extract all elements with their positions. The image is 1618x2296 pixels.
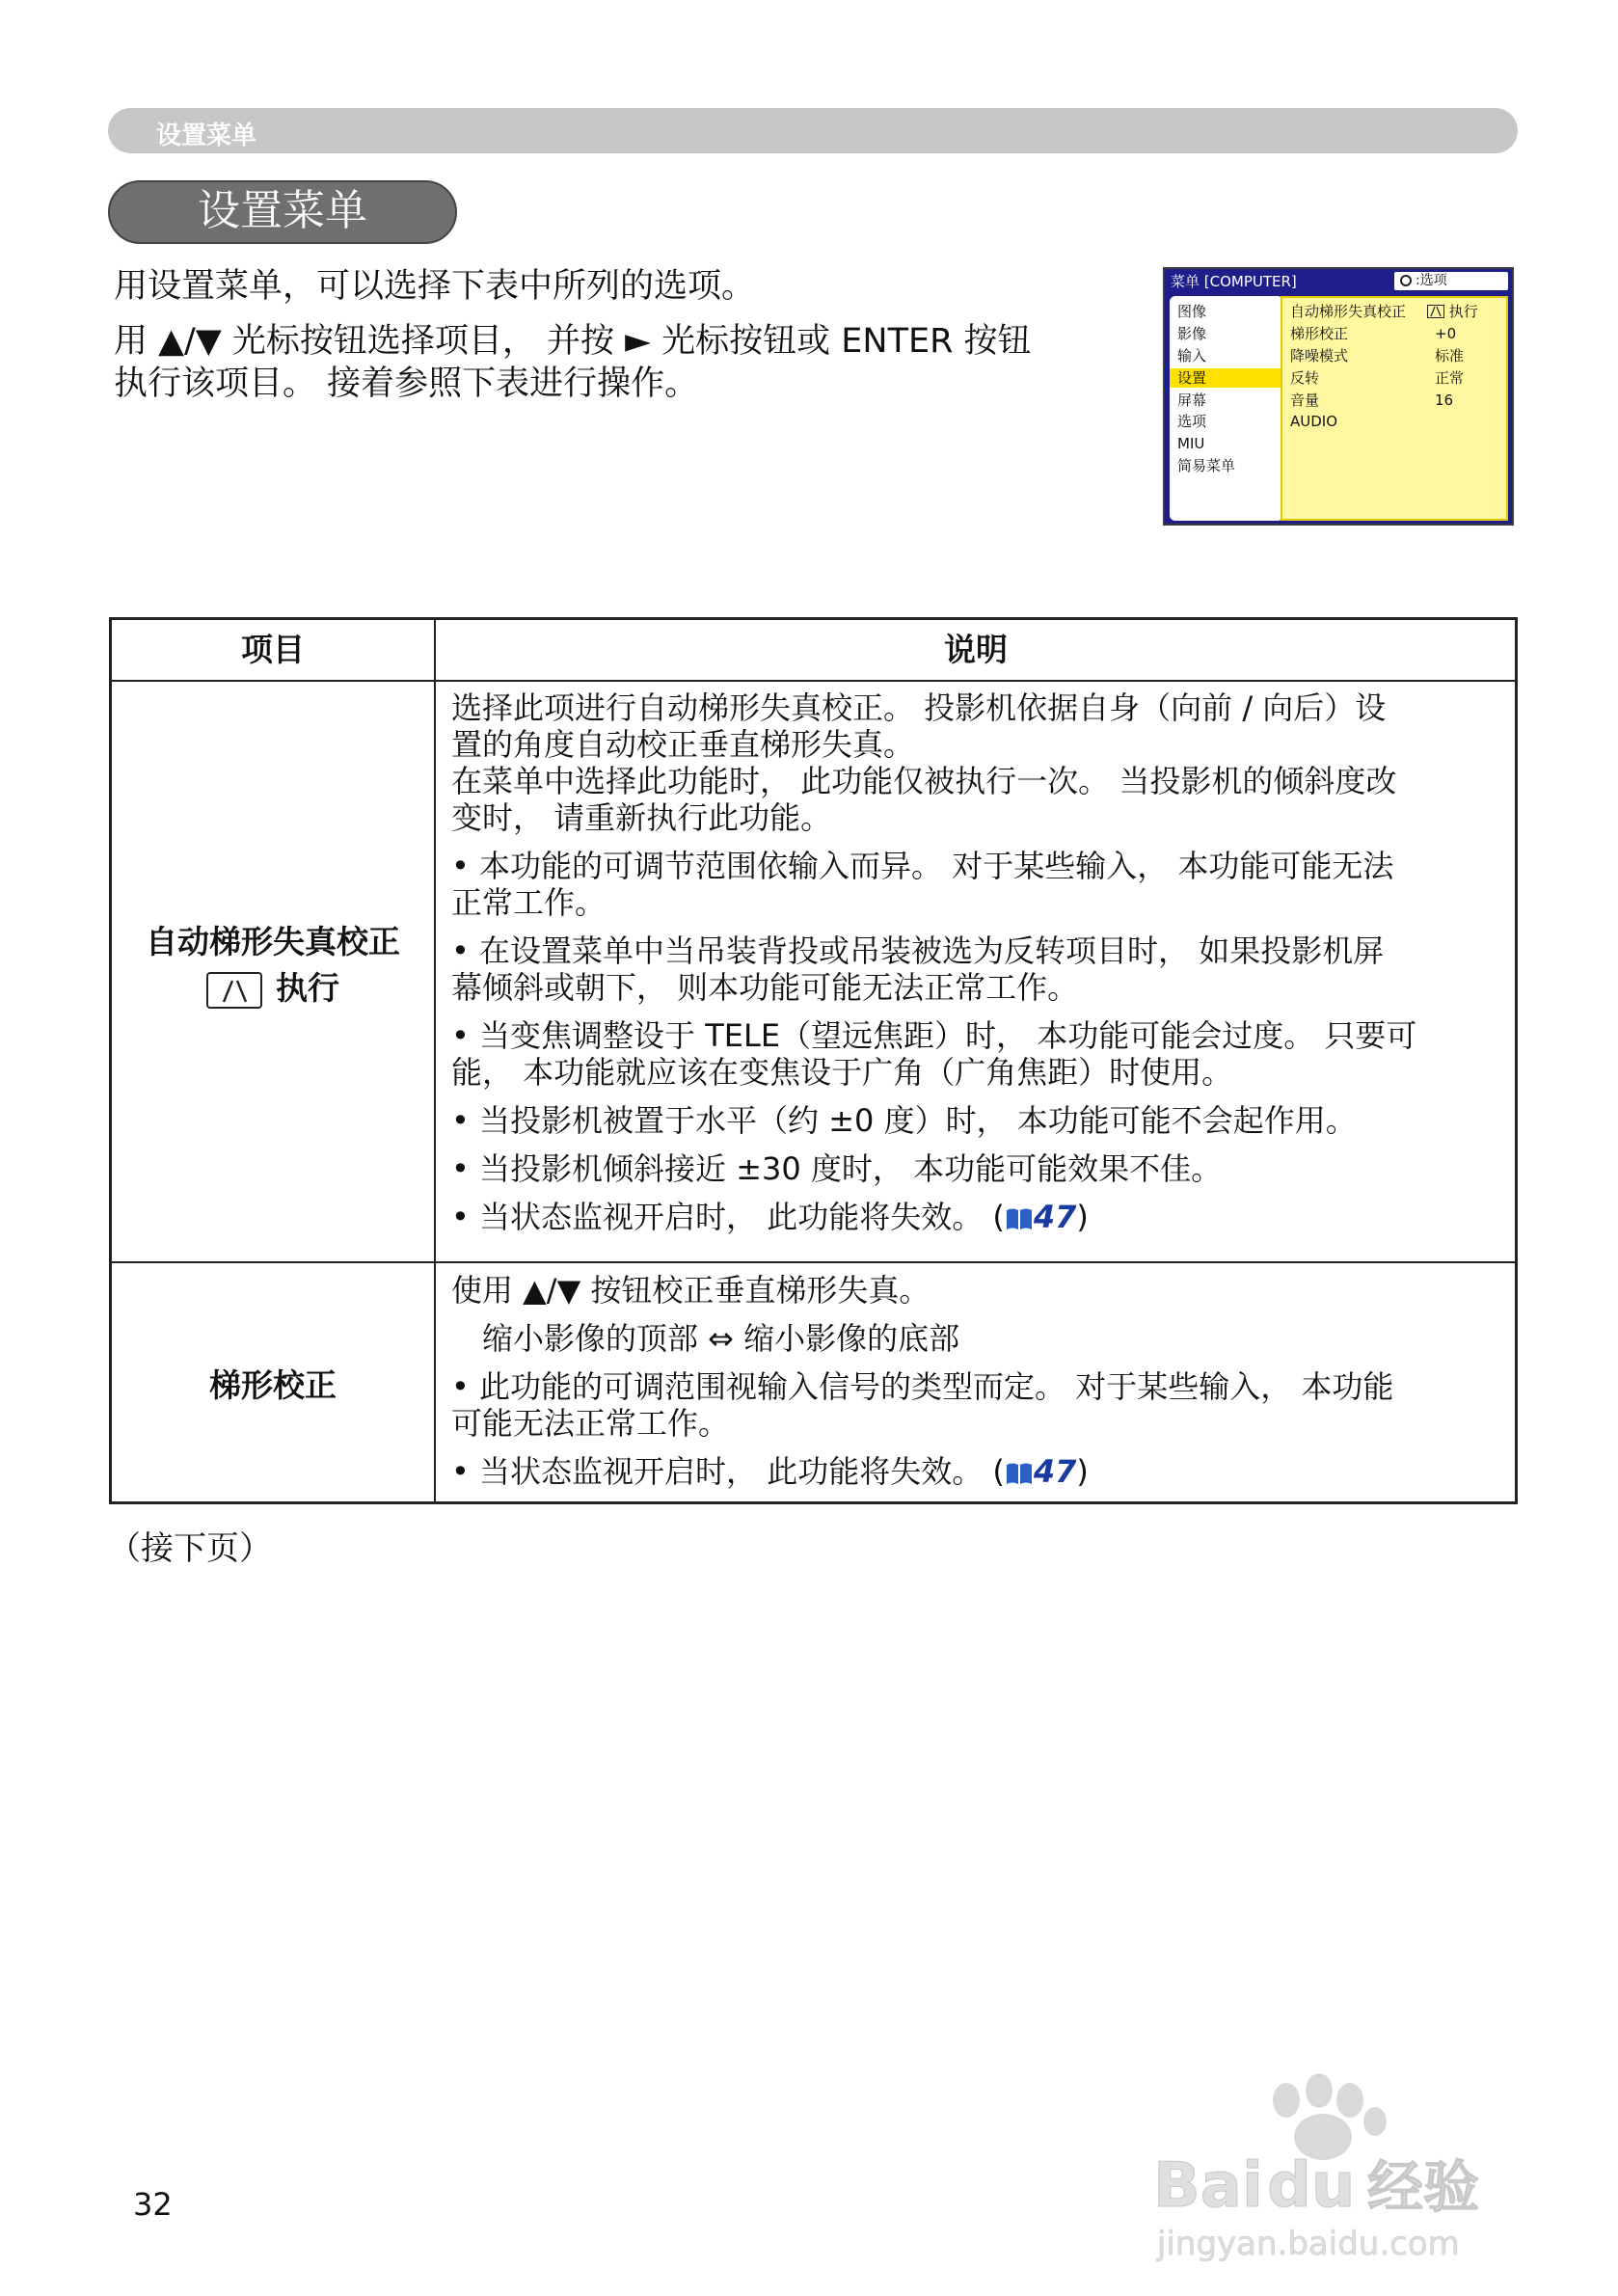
keystone-key-icon xyxy=(206,972,262,1009)
desc-bullet-line: • 当变焦调整设于 TELE（望远焦距）时， 本功能可能会过度。 只要可 xyxy=(451,1017,1417,1054)
menu-left-item-selected: 设置 xyxy=(1170,368,1285,388)
menu-screenshot-left-panel xyxy=(1170,296,1283,521)
keystone-key-icon xyxy=(1427,305,1444,318)
desc-bullet-line: • 当投影机被置于水平（约 ±0 度）时， 本功能可能不会起作用。 xyxy=(451,1102,1357,1139)
intro-line-1: 用设置菜单，可以选择下表中所列的选项。 xyxy=(114,267,756,306)
desc-line: 使用 ▲/▼ 按钮校正垂直梯形失真。 xyxy=(451,1272,930,1309)
menu-left-item: MIU xyxy=(1177,435,1205,452)
desc-line: 缩小影像的顶部 ⇔ 缩小影像的底部 xyxy=(451,1320,960,1357)
desc-bullet-line-ref: • 当状态监视开启时， 此功能将失效。 ( 47) xyxy=(451,1199,1089,1235)
continued-note: （接下页） xyxy=(108,1529,272,1568)
desc-bullet-line: • 本功能的可调节范围依输入而异。 对于某些输入， 本功能可能无法 xyxy=(451,848,1394,884)
menu-right-item: 自动梯形失真校正 xyxy=(1290,303,1407,320)
svg-text:经验: 经验 xyxy=(1367,2154,1480,2220)
section-bar-label: 设置菜单 xyxy=(156,122,257,150)
svg-text:du: du xyxy=(1267,2150,1356,2222)
desc-bullet-line: • 此功能的可调范围视输入信号的类型而定。 对于某些输入， 本功能 xyxy=(451,1368,1394,1405)
menu-right-value-text: 执行 xyxy=(1448,303,1478,320)
menu-screenshot xyxy=(1163,267,1514,526)
item-name-keystone: 梯形校正 xyxy=(209,1366,337,1404)
book-icon xyxy=(1005,1206,1034,1231)
desc-line: 置的角度自动校正垂直梯形失真。 xyxy=(451,726,915,763)
menu-right-value: 标准 xyxy=(1435,347,1465,365)
svg-text:jingyan.baidu.com: jingyan.baidu.com xyxy=(1157,2225,1460,2263)
menu-right-item: 反转 xyxy=(1290,369,1320,387)
table-row-1-item xyxy=(112,919,434,1012)
table-header-divider xyxy=(112,680,1515,682)
desc-line: 变时， 请重新执行此功能。 xyxy=(451,799,832,836)
desc-line: 在菜单中选择此功能时， 此功能仅被执行一次。 当投影机的倾斜度改 xyxy=(451,763,1397,799)
section-bar xyxy=(108,108,1518,153)
table-column-divider xyxy=(434,620,436,1501)
item-name-auto-keystone: 自动梯形失真校正 xyxy=(146,923,400,960)
menu-left-item: 选项 xyxy=(1177,413,1207,430)
settings-table xyxy=(109,617,1518,1504)
menu-left-item: 影像 xyxy=(1177,325,1207,342)
table-row-2-item xyxy=(112,1363,434,1409)
page-reference[interactable]: 47 xyxy=(1033,1199,1077,1235)
menu-right-value xyxy=(1427,302,1478,321)
menu-left-item: 输入 xyxy=(1177,347,1207,365)
baidu-watermark xyxy=(1153,2062,1529,2264)
menu-left-item: 简易菜单 xyxy=(1177,457,1236,474)
menu-right-value: 16 xyxy=(1435,392,1454,409)
table-row-1-desc xyxy=(451,689,1502,1235)
book-icon xyxy=(1005,1461,1034,1486)
intro-paragraph xyxy=(114,320,1032,405)
table-row-2-desc xyxy=(451,1272,1502,1490)
menu-right-value: +0 xyxy=(1435,325,1457,342)
menu-right-item: 音量 xyxy=(1290,392,1320,409)
page-number: 32 xyxy=(133,2186,173,2223)
desc-line: 可能无法正常工作。 xyxy=(451,1405,730,1442)
menu-right-item: 梯形校正 xyxy=(1290,325,1349,342)
menu-right-value: 正常 xyxy=(1435,369,1465,387)
table-row-divider xyxy=(112,1261,1515,1263)
menu-right-item: 降噪模式 xyxy=(1290,347,1349,365)
desc-bullet-line: • 在设置菜单中当吊装背投或吊装被选为反转项目时， 如果投影机屏 xyxy=(451,932,1385,969)
menu-screenshot-hint-text: :选项 xyxy=(1416,273,1447,288)
menu-screenshot-hint xyxy=(1394,272,1508,290)
page-title xyxy=(108,180,457,244)
table-header-item: 项目 xyxy=(241,631,305,668)
intro-line-2: 用 ▲/▼ 光标按钮选择项目， 并按 ► 光标按钮或 ENTER 按钮 xyxy=(114,322,1032,361)
table-header-desc: 说明 xyxy=(944,631,1008,668)
menu-right-item: AUDIO xyxy=(1290,413,1338,430)
desc-line: 正常工作。 xyxy=(451,884,607,921)
intro-line-3: 执行该项目。 接着参照下表进行操作。 xyxy=(114,365,699,403)
menu-screenshot-right-panel xyxy=(1281,296,1508,521)
menu-screenshot-header: 菜单 [COMPUTER] xyxy=(1171,273,1297,290)
page-reference[interactable]: 47 xyxy=(1033,1453,1077,1490)
svg-text:Bai: Bai xyxy=(1153,2150,1263,2222)
desc-bullet-line: • 当投影机倾斜接近 ±30 度时， 本功能可能效果不佳。 xyxy=(451,1150,1223,1187)
desc-line: 选择此项进行自动梯形失真校正。 投影机依据自身（向前 / 向后）设 xyxy=(451,689,1387,726)
desc-line: 能， 本功能就应该在变焦设于广角（广角焦距）时使用。 xyxy=(451,1054,1233,1091)
item-action-line xyxy=(112,965,434,1012)
page-title-text: 设置菜单 xyxy=(198,186,367,235)
menu-left-item: 图像 xyxy=(1177,303,1207,320)
select-knob-icon xyxy=(1400,275,1412,286)
menu-left-item: 屏幕 xyxy=(1177,392,1207,409)
desc-bullet-line-ref: • 当状态监视开启时， 此功能将失效。 ( 47) xyxy=(451,1453,1089,1490)
item-action-label: 执行 xyxy=(276,969,339,1007)
desc-line: 幕倾斜或朝下， 则本功能可能无法正常工作。 xyxy=(451,969,1079,1006)
